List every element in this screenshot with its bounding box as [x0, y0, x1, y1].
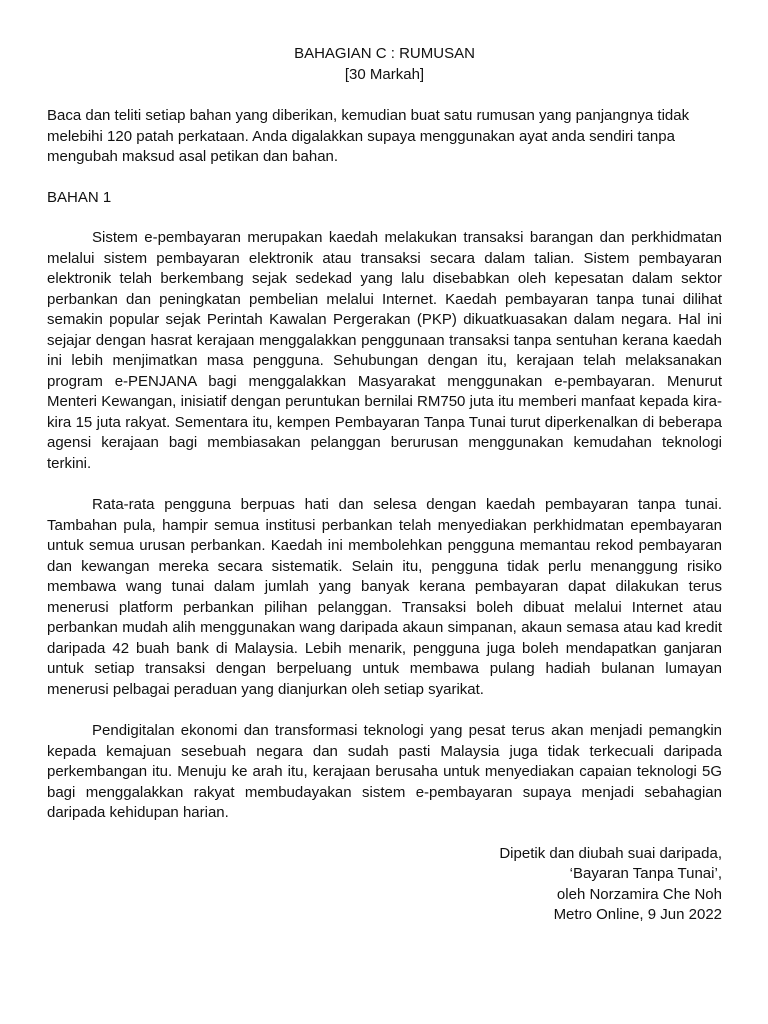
body-paragraph-1: Sistem e-pembayaran merupakan kaedah melakukan transaksi barangan dan perkhidmatan melalui sistem pembayaran elektronik atau transaksi secara dalam talian. Sistem pembayaran elektronik telah berkembang sejak sedekad yang lalu disebabkan oleh kepesatan dalam sektor perbankan dan peningkatan pembelian melalui Internet. Kaedah pembayaran tanpa tunai dilihat semakin popular sejak Perintah Kawalan Pergerakan (PKP) dikuatkuasakan dalam negara. Hal ini sejajar dengan hasrat kerajaan menggalakkan penggunaan transaksi tanpa sentuhan kerana kaedah ini lebih menjimatkan masa pengguna. Sehubungan dengan itu, kerajaan telah melaksanakan program e-PENJANA bagi menggalakkan Masyarakat menggunakan e-pembayaran. Menurut Menteri Kewangan, inisiatif dengan peruntukan bernilai RM750 juta itu memberi manfaat kepada kira-kira 15 juta rakyat. Sementara itu, kempen Pembayaran Tanpa Tunai turut diperkenalkan di beberapa agensi kerajaan bagi membiasakan pelanggan berurusan menggunakan kemudahan teknologi terkini.	[47, 229, 722, 472]
instructions-paragraph: Baca dan teliti setiap bahan yang diberikan, kemudian buat satu rumusan yang panjangnya tidak melebihi 120 patah perkataan. Anda digalakkan supaya menggunakan ayat anda sendiri tanpa mengubah maksud asal petikan dan bahan.	[47, 107, 690, 165]
citation-line-3: oleh Norzamira Che Noh	[556, 885, 722, 903]
marks-label: [30 Markah]	[344, 65, 425, 83]
citation-line-4: Metro Online, 9 Jun 2022	[553, 906, 722, 923]
body-paragraph-2: Rata-rata pengguna berpuas hati dan selesa dengan kaedah pembayaran tanpa tunai. Tambahan pula, hampir semua institusi perbankan telah menyediakan perkhidmatan epembayaran untuk semua urusan perbankan. Kaedah ini membolehkan pengguna memantau rekod pembayaran dan kewangan mereka secara sistematik. Selain itu, pengguna tidak perlu menanggung risiko membawa wang tunai dalam jumlah yang banyak kerana pembayaran dapat dilakukan terus menerusi platform perbankan pilihan pelanggan. Transaksi boleh dibuat melalui Internet atau perbankan mudah alih menggunakan wang daripada akaun simpanan, akaun semasa atau kad kredit daripada 42 buah bank di Malaysia. Lebih menarik, pengguna juga boleh mendapatkan ganjaran untuk setiap transaksi dengan berpeluang untuk membawa pulang hadiah bulanan lumayan menerusi pelbagai peraduan yang dianjurkan oleh setiap syarikat.	[47, 496, 722, 698]
section-heading	[47, 44, 722, 85]
document-page	[47, 44, 722, 926]
citation-line-2: ‘Bayaran Tanpa Tunai’,	[569, 865, 722, 882]
source-citation	[47, 844, 722, 926]
body-paragraph-3: Pendigitalan ekonomi dan transformasi teknologi yang pesat terus akan menjadi pemangkin kepada kemajuan sesebuah negara dan sudah pasti Malaysia juga tidak terkecuali daripada perkembangan itu. Menuju ke arah itu, kerajaan berusaha untuk menyediakan capaian teknologi 5G bagi menggalakkan rakyat membudayakan sistem e-pembayaran supaya menjadi sebahagian daripada kehidupan harian.	[47, 722, 722, 821]
material-label: BAHAN 1	[47, 188, 112, 206]
citation-line-1: Dipetik dan diubah suai daripada,	[499, 844, 722, 862]
section-title: BAHAGIAN C : RUMUSAN	[294, 45, 475, 62]
